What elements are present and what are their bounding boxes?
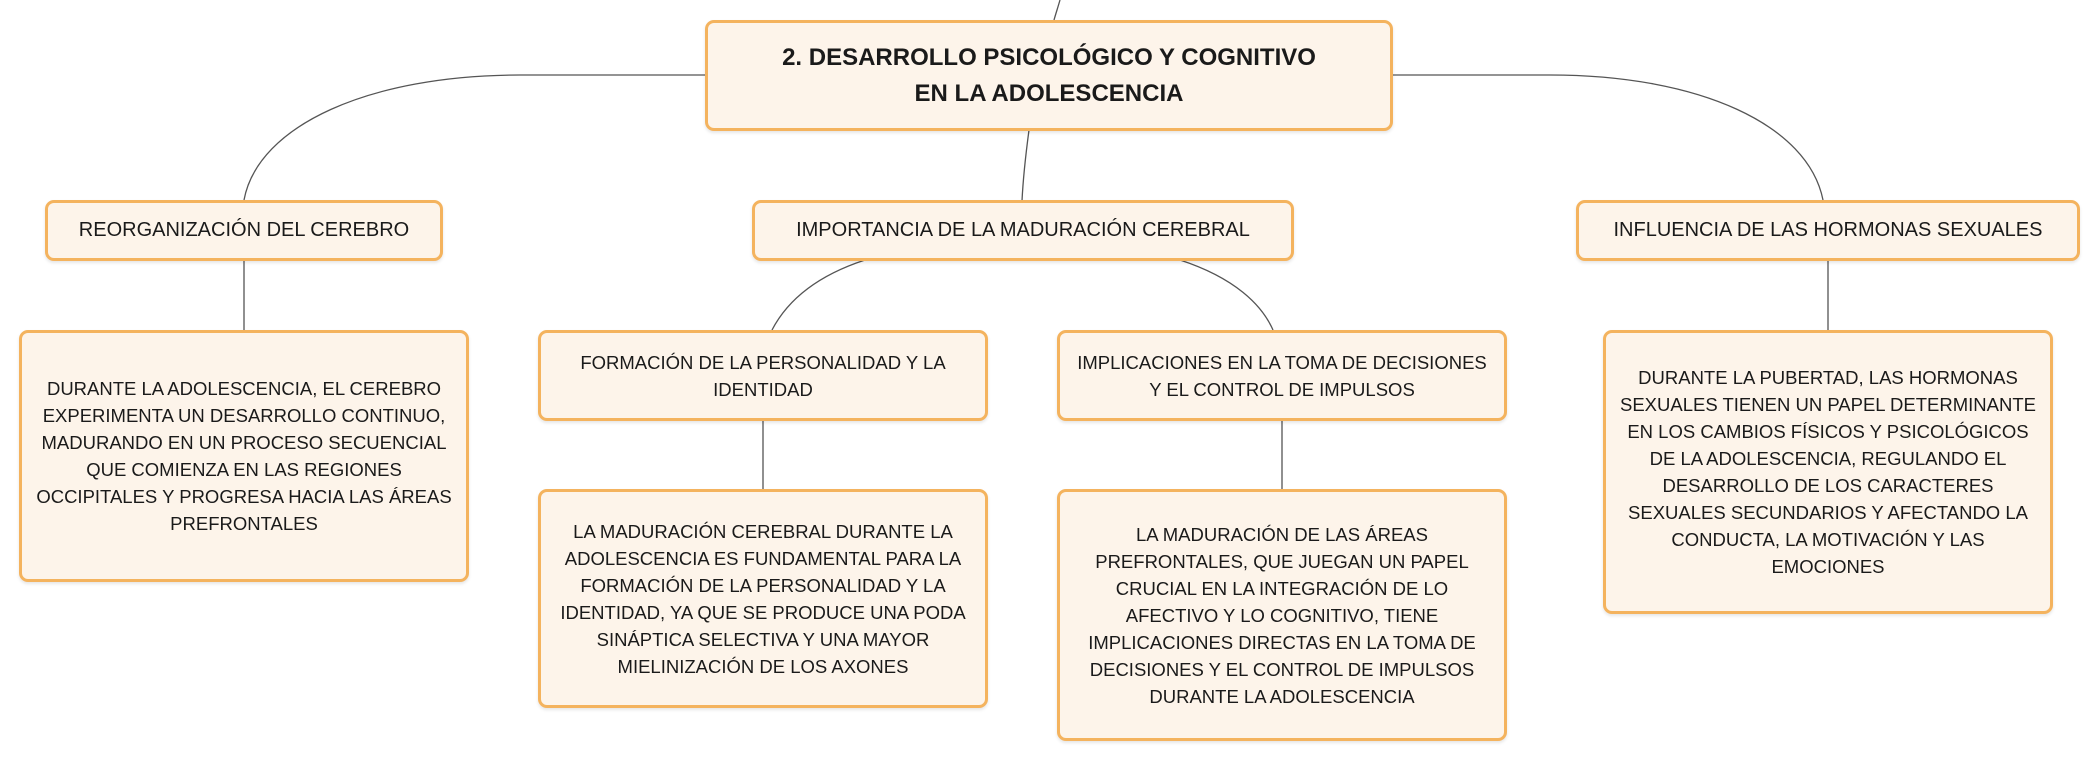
connector-importancia-to-personalidad: [772, 260, 865, 330]
connector-root-incoming: [1054, 0, 1060, 20]
subtopic-personalidad-label: FORMACIÓN DE LA PERSONALIDAD Y LA IDENTIDAD: [580, 351, 946, 400]
connector-root-to-hormonas: [1393, 75, 1823, 200]
description-personalidad-text: LA MADURACIÓN CEREBRAL DURANTE LA ADOLESCENCIA ES FUNDAMENTAL PARA LA FORMACIÓN DE LA PERSONALIDAD Y LA IDENTIDAD, YA QUE SE PRODUCE UNA PODA SINÁPTICA SELECTIVA Y UNA MAYOR MIELINIZACIÓN DE LOS AXONES: [560, 520, 966, 677]
description-decisiones-node[interactable]: [1057, 489, 1507, 741]
root-topic-label: 2. DESARROLLO PSICOLÓGICO Y COGNITIVO EN LA ADOLESCENCIA: [782, 43, 1316, 107]
branch-hormonas-label: INFLUENCIA DE LAS HORMONAS SEXUALES: [1613, 219, 2043, 241]
branch-reorganizacion-node[interactable]: [45, 200, 443, 261]
branch-importancia-node[interactable]: [752, 200, 1294, 261]
branch-hormonas-node[interactable]: [1576, 200, 2080, 261]
connector-root-to-importancia: [1022, 130, 1029, 201]
description-hormonas-node[interactable]: [1603, 330, 2053, 614]
description-hormonas-text: DURANTE LA PUBERTAD, LAS HORMONAS SEXUALES TIENEN UN PAPEL DETERMINANTE EN LOS CAMBIOS FÍSICOS Y PSICOLÓGICOS DE LA ADOLESCENCIA, REGULANDO EL DESARROLLO DE LOS CARACTERES SEXUALES SECUNDARIOS Y AFECTANDO LA CONDUCTA, LA MOTIVACIÓN Y LAS EMOCIONES: [1619, 367, 2036, 577]
root-topic-node[interactable]: [705, 20, 1393, 131]
description-reorganizacion-node[interactable]: [19, 330, 469, 582]
branch-importancia-label: IMPORTANCIA DE LA MADURACIÓN CEREBRAL: [796, 219, 1250, 241]
branch-reorganizacion-label: REORGANIZACIÓN DEL CEREBRO: [78, 219, 410, 241]
connector-root-to-reorganizacion: [244, 75, 705, 200]
description-reorganizacion-text: DURANTE LA ADOLESCENCIA, EL CEREBRO EXPERIMENTA UN DESARROLLO CONTINUO, MADURANDO EN UN PROCESO SECUENCIAL QUE COMIENZA EN LAS REGIONES OCCIPITALES Y PROGRESA HACIA LAS ÁREAS PREFRONTALES: [36, 378, 452, 534]
connector-importancia-to-decisiones: [1180, 260, 1273, 330]
subtopic-decisiones-node[interactable]: [1057, 330, 1507, 421]
subtopic-personalidad-node[interactable]: [538, 330, 988, 421]
subtopic-decisiones-label: IMPLICACIONES EN LA TOMA DE DECISIONES Y EL CONTROL DE IMPULSOS: [1077, 351, 1487, 400]
description-decisiones-text: LA MADURACIÓN DE LAS ÁREAS PREFRONTALES, QUE JUEGAN UN PAPEL CRUCIAL EN LA INTEGRACIÓN DE LO AFECTIVO Y LO COGNITIVO, TIENE IMPLICACIONES DIRECTAS EN LA TOMA DE DECISIONES Y EL CONTROL DE IMPULSOS DURANTE LA ADOLESCENCIA: [1088, 523, 1476, 707]
description-personalidad-node[interactable]: [538, 489, 988, 708]
